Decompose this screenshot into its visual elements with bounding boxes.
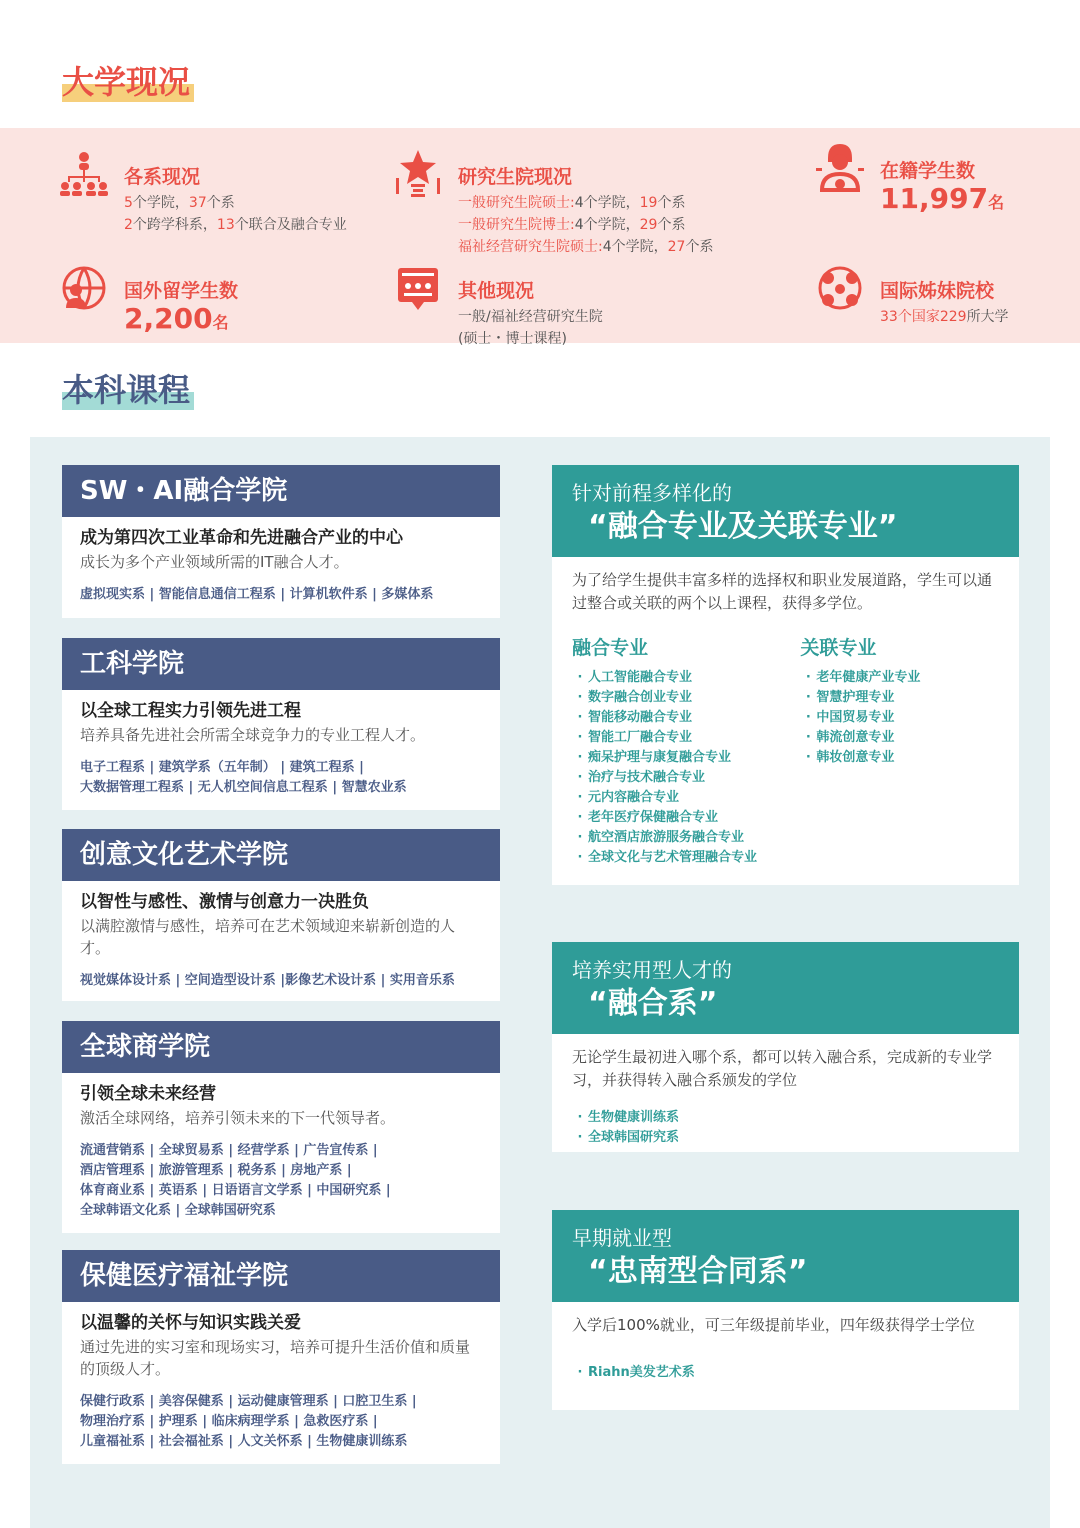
column-title: 融合专业 — [572, 637, 649, 659]
list-item: · 老年健康产业专业 — [800, 668, 999, 688]
list-item: · 韩流创意专业 — [800, 728, 999, 748]
list-item: · 数字融合创业专业 — [572, 688, 800, 708]
college-card-creative-arts — [62, 829, 500, 1001]
list-item: · 中国贸易专业 — [800, 708, 999, 728]
college-slogan: 以智性与感性、激情与创意力一决胜负 — [80, 892, 369, 912]
panel-title: “忠南型合同系” — [588, 1254, 808, 1289]
stat-value: 2,200名 — [124, 302, 229, 335]
stat-title: 在籍学生数 — [880, 160, 976, 182]
panel-fusion-majors — [552, 465, 1019, 885]
linked-major-column — [800, 633, 999, 868]
list-item: · 元内容融合专业 — [572, 788, 800, 808]
university-status-panel — [0, 128, 1080, 347]
list-item: · 韩妆创意专业 — [800, 748, 999, 768]
panel-header — [552, 465, 1019, 557]
panel-convergence-dept — [552, 942, 1019, 1152]
stat-lines: 5个学院，37个系 2个跨学科系，13个联合及融合专业 — [124, 195, 347, 233]
college-desc: 激活全球网络，培养引领未来的下一代领导者。 — [80, 1109, 396, 1127]
panel-early-employment — [552, 1210, 1019, 1410]
global-network-icon — [814, 262, 866, 314]
early-dept-list — [572, 1363, 999, 1383]
college-card-engineering — [62, 638, 500, 810]
stat-lines: 一般研究生院硕士:4个学院，19个系 一般研究生院博士:4个学院，29个系 福祉经营研究生院硕士:4个学院，27个系 — [458, 195, 714, 255]
panel-subtitle: 早期就业型 — [572, 1226, 672, 1250]
panel-header — [552, 1210, 1019, 1302]
panel-title: “融合系” — [588, 986, 718, 1021]
section-title-undergraduate — [62, 370, 190, 410]
section-title-text: 大学现况 — [62, 63, 191, 101]
stat-title: 各系现况 — [124, 166, 201, 188]
stat-value: 11,997名 — [880, 182, 1005, 215]
college-name: 创意文化艺术学院 — [62, 829, 500, 881]
stat-title: 国外留学生数 — [124, 280, 239, 302]
stat-lines: 33个国家229所大学 — [880, 309, 1009, 325]
panel-desc: 入学后100%就业，可三年级提前毕业，四年级获得学士学位 — [572, 1316, 975, 1334]
globe-person-icon — [58, 262, 110, 314]
panel-subtitle: 针对前程多样化的 — [572, 481, 732, 505]
list-item: · 智能工厂融合专业 — [572, 728, 800, 748]
college-slogan: 成为第四次工业革命和先进融合产业的中心 — [80, 528, 403, 548]
list-item: · 老年医疗保健融合专业 — [572, 808, 800, 828]
college-slogan: 以全球工程实力引领先进工程 — [80, 701, 301, 721]
linked-major-list — [800, 668, 999, 768]
stat-title: 国际姊妹院校 — [880, 280, 995, 302]
college-name: SW・AI融合学院 — [62, 465, 500, 517]
college-slogan: 以温馨的关怀与知识实践关爱 — [80, 1313, 301, 1333]
college-name: 保健医疗福祉学院 — [62, 1250, 500, 1302]
star-podium-icon — [392, 148, 444, 200]
org-chart-icon — [58, 148, 110, 200]
college-slogan: 引领全球未来经营 — [80, 1084, 216, 1104]
college-desc: 培养具备先进社会所需全球竞争力的专业工程人才。 — [80, 726, 426, 744]
fusion-major-column — [572, 633, 800, 868]
section-title-university-status — [62, 62, 190, 102]
college-desc: 以满腔激情与感性，培养可在艺术领域迎来崭新创造的人才。 — [80, 917, 456, 957]
college-depts: 视觉媒体设计系 | 空间造型设计系 |影像艺术设计系 | 实用音乐系 — [80, 973, 455, 988]
panel-subtitle: 培养实用型人才的 — [572, 958, 732, 982]
column-title: 关联专业 — [800, 637, 877, 659]
college-depts: 流通营销系 | 全球贸易系 | 经营学系 | 广告宣传系 | 酒店管理系 | 旅游管理系 | 税务系 | 房地产系 | 体育商业系 | 英语系 | 日语语言文学系 | 中国研究系 | 全球韩语文化系 | 全球韩国研究系 — [80, 1143, 391, 1218]
list-item: · 全球韩国研究系 — [572, 1128, 999, 1148]
list-item: · 痴呆护理与康复融合专业 — [572, 748, 800, 768]
stat-title: 研究生院现况 — [458, 166, 573, 188]
list-item: · 航空酒店旅游服务融合专业 — [572, 828, 800, 848]
college-depts: 保健行政系 | 美容保健系 | 运动健康管理系 | 口腔卫生系 | 物理治疗系 | 护理系 | 临床病理学系 | 急救医疗系 | 儿童福祉系 | 社会福祉系 | 人文关怀系 | 生物健康训练系 — [80, 1394, 417, 1449]
list-item: · 治疗与技术融合专业 — [572, 768, 800, 788]
college-name: 全球商学院 — [62, 1021, 500, 1073]
list-item: · 人工智能融合专业 — [572, 668, 800, 688]
college-name: 工科学院 — [62, 638, 500, 690]
list-item: · 生物健康训练系 — [572, 1108, 999, 1128]
stat-lines: 一般/福祉经营研究生院 (硕士・博士课程) — [458, 309, 603, 347]
college-card-sw-ai — [62, 465, 500, 618]
stat-title: 其他现况 — [458, 280, 535, 302]
college-card-health-welfare — [62, 1250, 500, 1464]
panel-title: “融合专业及关联专业” — [588, 509, 898, 544]
list-item: · 全球文化与艺术管理融合专业 — [572, 848, 800, 868]
student-gear-icon — [814, 142, 866, 194]
fusion-major-list — [572, 668, 800, 868]
college-depts: 虚拟现实系 | 智能信息通信工程系 | 计算机软件系 | 多媒体系 — [80, 587, 434, 602]
section-title-text: 本科课程 — [62, 371, 191, 409]
college-desc: 成长为多个产业领域所需的IT融合人才。 — [80, 553, 349, 571]
college-depts: 电子工程系 | 建筑学系（五年制） | 建筑工程系 | 大数据管理工程系 | 无人机空间信息工程系 | 智慧农业系 — [80, 760, 407, 795]
list-item: · 智慧护理专业 — [800, 688, 999, 708]
convergence-dept-list — [572, 1108, 999, 1148]
college-card-global-business — [62, 1021, 500, 1233]
college-desc: 通过先进的实习室和现场实习，培养可提升生活价值和质量的顶级人才。 — [80, 1338, 471, 1378]
panel-desc: 为了给学生提供丰富多样的选择权和职业发展道路，学生可以通过整合或关联的两个以上课程，获得多学位。 — [572, 571, 993, 612]
panel-desc: 无论学生最初进入哪个系，都可以转入融合系，完成新的专业学习，并获得转入融合系颁发的学位 — [572, 1048, 993, 1089]
list-item: · 智能移动融合专业 — [572, 708, 800, 728]
rating-card-icon — [392, 262, 444, 314]
list-item: · Riahn美发艺术系 — [572, 1363, 999, 1383]
panel-header — [552, 942, 1019, 1034]
